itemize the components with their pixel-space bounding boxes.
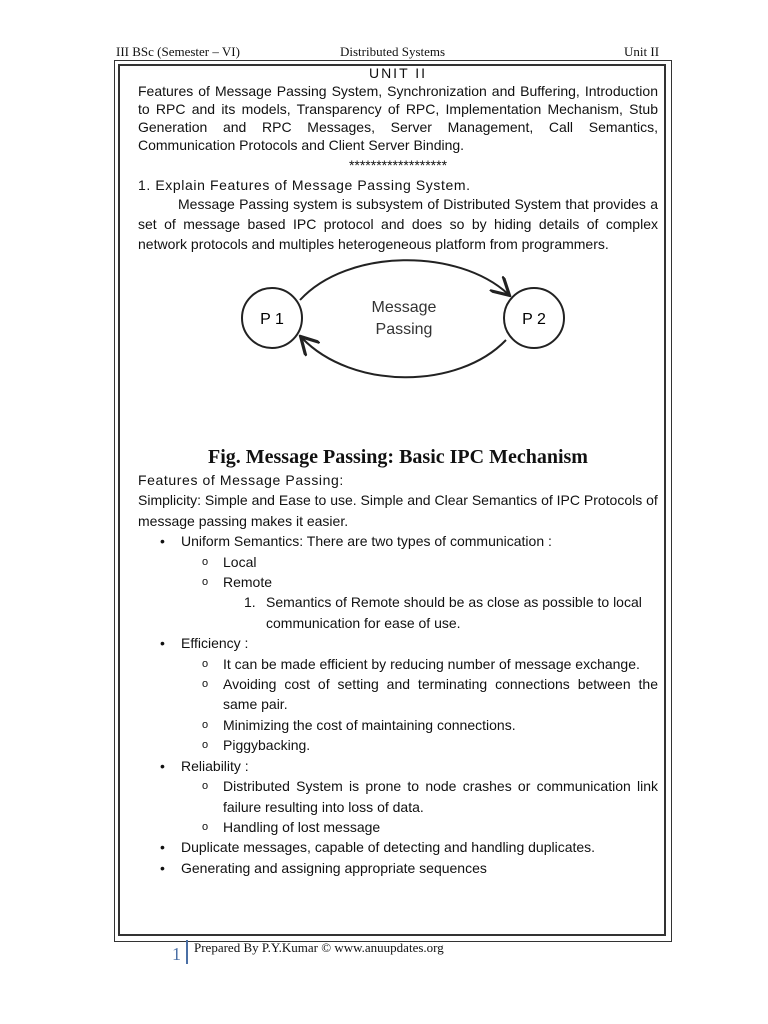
header-unit: Unit II — [624, 44, 660, 59]
sub-bullet-efficiency-1: o It can be made efficient by reducing number of message exchange. — [138, 654, 658, 674]
message-passing-figure — [138, 258, 658, 444]
separator: ****************** — [348, 157, 448, 173]
header-subject: Distributed Systems — [340, 44, 446, 59]
page-content — [138, 64, 658, 878]
features-heading: Features of Message Passing: — [138, 472, 344, 488]
footer-credit: Prepared By P.Y.Kumar © www.anuupdates.org — [194, 940, 444, 955]
edge-label-line1: Message — [371, 299, 437, 316]
page-number-divider — [186, 940, 188, 964]
numbered-marker: 1. — [244, 594, 256, 611]
ipc-diagram — [138, 258, 658, 444]
syllabus-paragraph: Features of Message Passing System, Synchronization and Buffering, Introduction to RPC and its models, Transparency of RPC, Implementation Mechanism, Stub Generation and RPC Messages, Server Management, Call Semantics, Communication Protocols and Client Server Binding. — [138, 83, 658, 153]
simplicity-paragraph: Simplicity: Simple and Ease to use. Simple and Clear Semantics of IPC Protocols of message passing makes it easier. — [138, 492, 658, 529]
sub-bullet-efficiency-4: o Piggybacking. — [138, 735, 658, 755]
header-course: III BSc (Semester – VI) — [116, 44, 240, 59]
intro-paragraph: Message Passing system is subsystem of Distributed System that provides a set of message based IPC protocol and does so by hiding details of complex network protocols and multiples heterogeneous platform from programmers. — [138, 196, 658, 252]
sub-bullet-efficiency-3: o Minimizing the cost of maintaining connections. — [138, 715, 658, 735]
bullet-efficiency: • Efficiency : — [138, 633, 658, 653]
node-label-p2: P 2 — [522, 311, 546, 328]
bullet-uniform-semantics: • Uniform Semantics: There are two types of communication : — [138, 531, 658, 551]
question-heading: 1. Explain Features of Message Passing System. — [138, 177, 471, 193]
arrow-p2-to-p1 — [302, 338, 506, 377]
node-label-p1: P 1 — [260, 311, 284, 328]
numbered-text: Semantics of Remote should be as close as possible to local communication for ease of use. — [266, 594, 642, 631]
arrow-p1-to-p2 — [300, 260, 508, 300]
sub-bullet-efficiency-2: o Avoiding cost of setting and terminating connections between the same pair. — [138, 674, 658, 715]
bullet-sequences: • Generating and assigning appropriate sequences — [138, 858, 658, 878]
bullet-reliability: • Reliability : — [138, 756, 658, 776]
sub-bullet-local: o Local — [138, 552, 658, 572]
page-number: 1 — [172, 944, 181, 964]
edge-label-line2: Passing — [375, 321, 433, 338]
sub-bullet-remote: o Remote — [138, 572, 658, 592]
figure-caption: Fig. Message Passing: Basic IPC Mechanism — [208, 446, 588, 468]
sub-bullet-reliability-1: o Distributed System is prone to node crashes or communication link failure resulting into loss of data. — [138, 776, 658, 817]
bullet-duplicate-messages: • Duplicate messages, capable of detecting and handling duplicates. — [138, 837, 658, 857]
numbered-remote-note — [138, 592, 658, 633]
sub-bullet-reliability-2: o Handling of lost message — [138, 817, 658, 837]
unit-title: UNIT II — [368, 65, 428, 81]
